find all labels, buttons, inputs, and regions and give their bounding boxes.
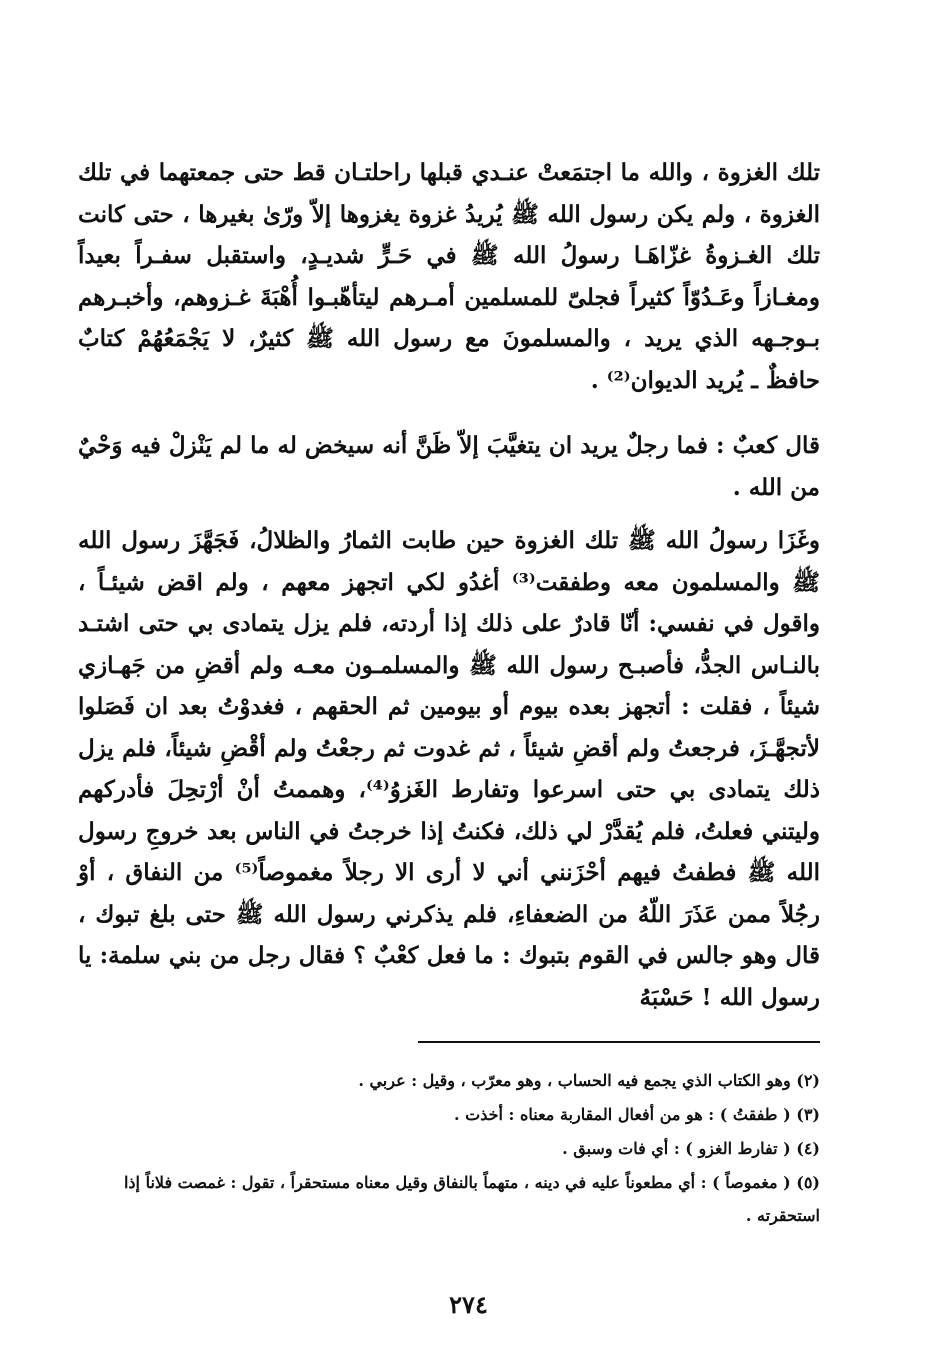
- paragraph-3: وغَزَا رسولُ الله ﷺ تلك الغزوة حين طابت الثمارُ والظلالُ، فَجَهَّزَ رسول الله ﷺ والمسلمون معه وطفقت⁽³⁾ أغدُو لكي اتجهز معهم ، ولم اقض شيئـاً ، واقول في نفسي: أنّا قادرٌ على ذلك إذا أردته، فلم يزل يتمادى بي حتى اشتـد بالنـاس الجدُّ، فأصبـح رسول الله ﷺ والمسلمـون معـه ولم أقضِ من جَهـازي شيئاً ، فقلت : أتجهز بعده بيوم أو بيومين ثم الحقهم ، فغدوْتُ بعد ان فَصَلوا لأتجهَّـزَ، فرجعتُ ولم أقضِ شيئاً ، ثم غدوت ثم رجعْتُ ولم أقْضِ شيئاً، فلم يزل ذلك يتمادى بي حتى اسرعوا وتفارط الغَزوُ⁽⁴⁾، وهممتُ أنْ أرْتحِلَ فأدركهم وليتني فعلتُ، فلم يُقدَّرْ لي ذلك، فكنتُ إذا خرجتُ في الناس بعد خروجِ رسول الله ﷺ فطفتُ فيهم أحْزَنني أني لا أرى الا رجلاً مغموصاً⁽⁵⁾ من النفاق ، أوْ رجُلاً ممن عَذَرَ اللّهُ من الضعفاءِ، فلم يذكرني رسول الله ﷺ حتى بلغ تبوك ، قال وهو جالس في القوم بتبوك : ما فعل كعْبٌ ؟ فقال رجل من بني سلمة: يا رسول الله ! حَسْبَهُ: [78, 527, 820, 1011]
- footnote-5: (٥) ( مغموصاً ) : أي مطعوناً عليه في دينه ، متهماً بالنفاق وقيل معناه مستحقراً ، تقول : غمصت فلاناً إذا استحقرته .: [123, 1173, 820, 1225]
- footnote-separator: [418, 1041, 820, 1043]
- footnote-2: (٢) وهو الكتاب الذي يجمع فيه الحساب ، وهو معرّب ، وقيل : عربي .: [358, 1071, 820, 1090]
- main-text: [78, 152, 820, 1018]
- footnotes: [82, 1064, 820, 1232]
- paragraph-1: تلك الغزوة ، والله ما اجتمَعتْ عنـدي قبلها راحلتـان قط حتى جمعتهما في تلك الغزوة ، ولم يكن رسول الله ﷺ يُريدُ غزوة يغزوها إلاّ ورّىٰ بغيرها ، حتى كانت تلك الغـزوةُ غزّاهَـا رسولُ الله ﷺ في حَـرٍّ شديـدٍ، واستقبل سفـراً بعيداً ومغـازاً وعَـدُوّاً كثيراً فجلىّ للمسلمين أمـرهم ليتأهّبـوا أُهْبَةَ غـزوهم، وأخبـرهم بـوجـهه الذي يريد ، والمسلمونَ مع رسول الله ﷺ كثيرٌ، لا يَجْمَعُهُمْ كتابٌ حافظٌ ـ يُريد الديوان⁽²⁾ .: [78, 159, 821, 394]
- paragraph-2: قال كعبٌ : فما رجلٌ يريد ان يتغيَّبَ إلاّ ظَنَّ أنه سيخض له ما لم يَنْزلْ فيه وَحْيٌ من الله .: [78, 432, 820, 501]
- footnote-4: (٤) ( تفارط الغزو ) : أي فات وسبق .: [562, 1139, 820, 1158]
- page-number: ٢٧٤: [449, 1290, 488, 1319]
- footnote-3: (٣) ( طفقتُ ) : هو من أفعال المقاربة معناه : أخذت .: [454, 1105, 820, 1124]
